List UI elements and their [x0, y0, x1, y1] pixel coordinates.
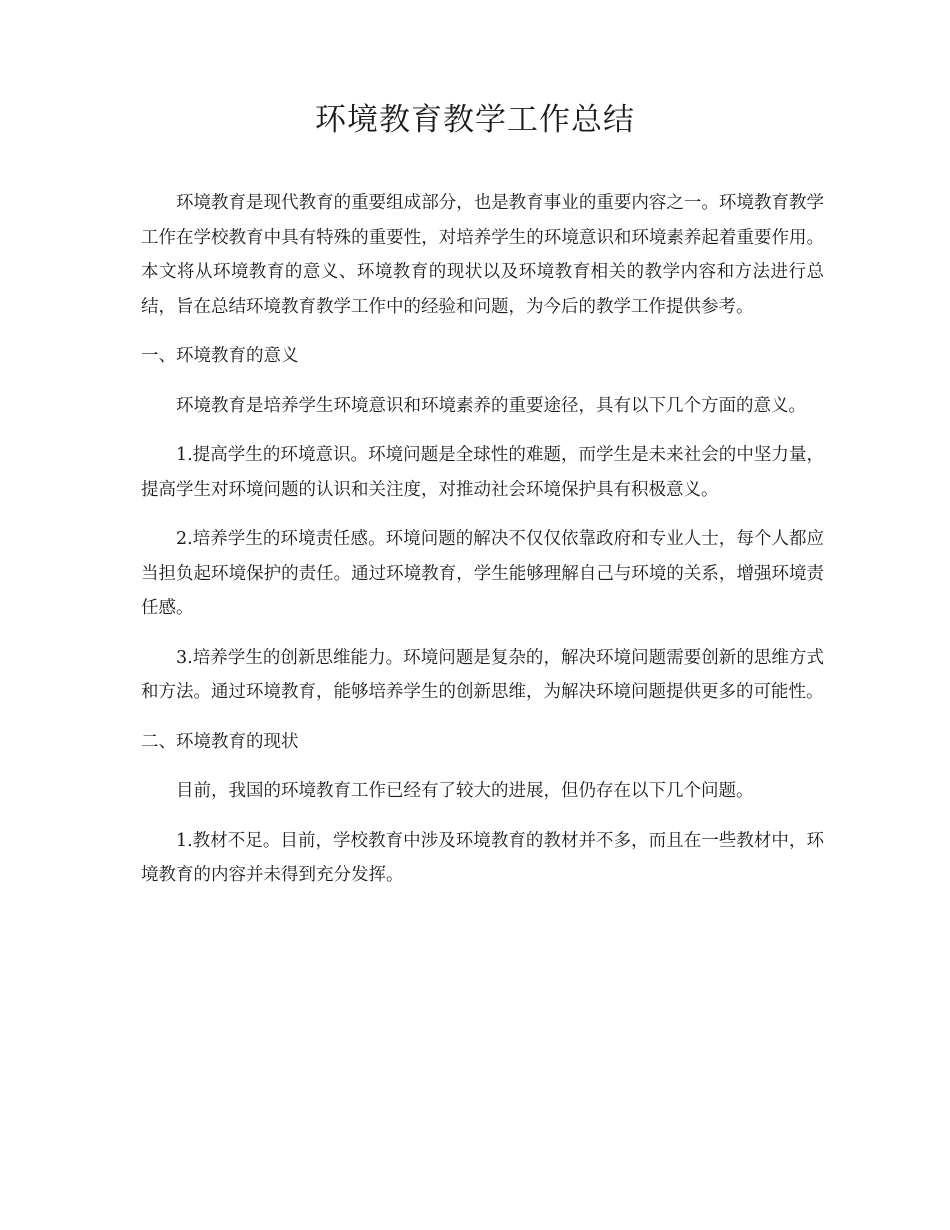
status-point-1: 1.教材不足。目前，学校教育中涉及环境教育的教材并不多，而且在一些教材中，环境教育的内容并未得到充分发挥。 — [141, 830, 824, 885]
status-intro-paragraph: 目前，我国的环境教育工作已经有了较大的进展，但仍存在以下几个问题。 — [176, 781, 754, 801]
significance-point-3: 3.培养学生的创新思维能力。环境问题是复杂的，解决环境问题需要创新的思维方式和方法。通过环境教育，能够培养学生的创新思维，为解决环境问题提供更多的可能性。 — [141, 647, 824, 702]
significance-intro-paragraph: 环境教育是培养学生环境意识和环境素养的重要途径，具有以下几个方面的意义。 — [176, 395, 806, 416]
intro-paragraph: 环境教育是现代教育的重要组成部分，也是教育事业的重要内容之一。环境教育教学工作在学校教育中具有特殊的重要性，对培养学生的环境意识和环境素养起着重要作用。本文将从环境教育的意义、环境教育的现状以及环境教育相关的教学内容和方法进行总结，旨在总结环境教育教学工作中的经验和问题，为今后的教学工作提供参考。 — [141, 193, 824, 317]
document-title: 环境教育教学工作总结 — [315, 102, 635, 138]
section-heading-status: 二、环境教育的现状 — [141, 731, 299, 752]
section-heading-significance: 一、环境教育的意义 — [141, 346, 299, 366]
significance-point-2: 2.培养学生的环境责任感。环境问题的解决不仅仅依靠政府和专业人士，每个人都应当担负起环境保护的责任。通过环境教育，学生能够理解自己与环境的关系，增强环境责任感。 — [141, 529, 824, 618]
document-body — [141, 186, 824, 908]
significance-point-1: 1.提高学生的环境意识。环境问题是全球性的难题，而学生是未来社会的中坚力量，提高学生对环境问题的认识和关注度，对推动社会环境保护具有积极意义。 — [141, 445, 824, 500]
